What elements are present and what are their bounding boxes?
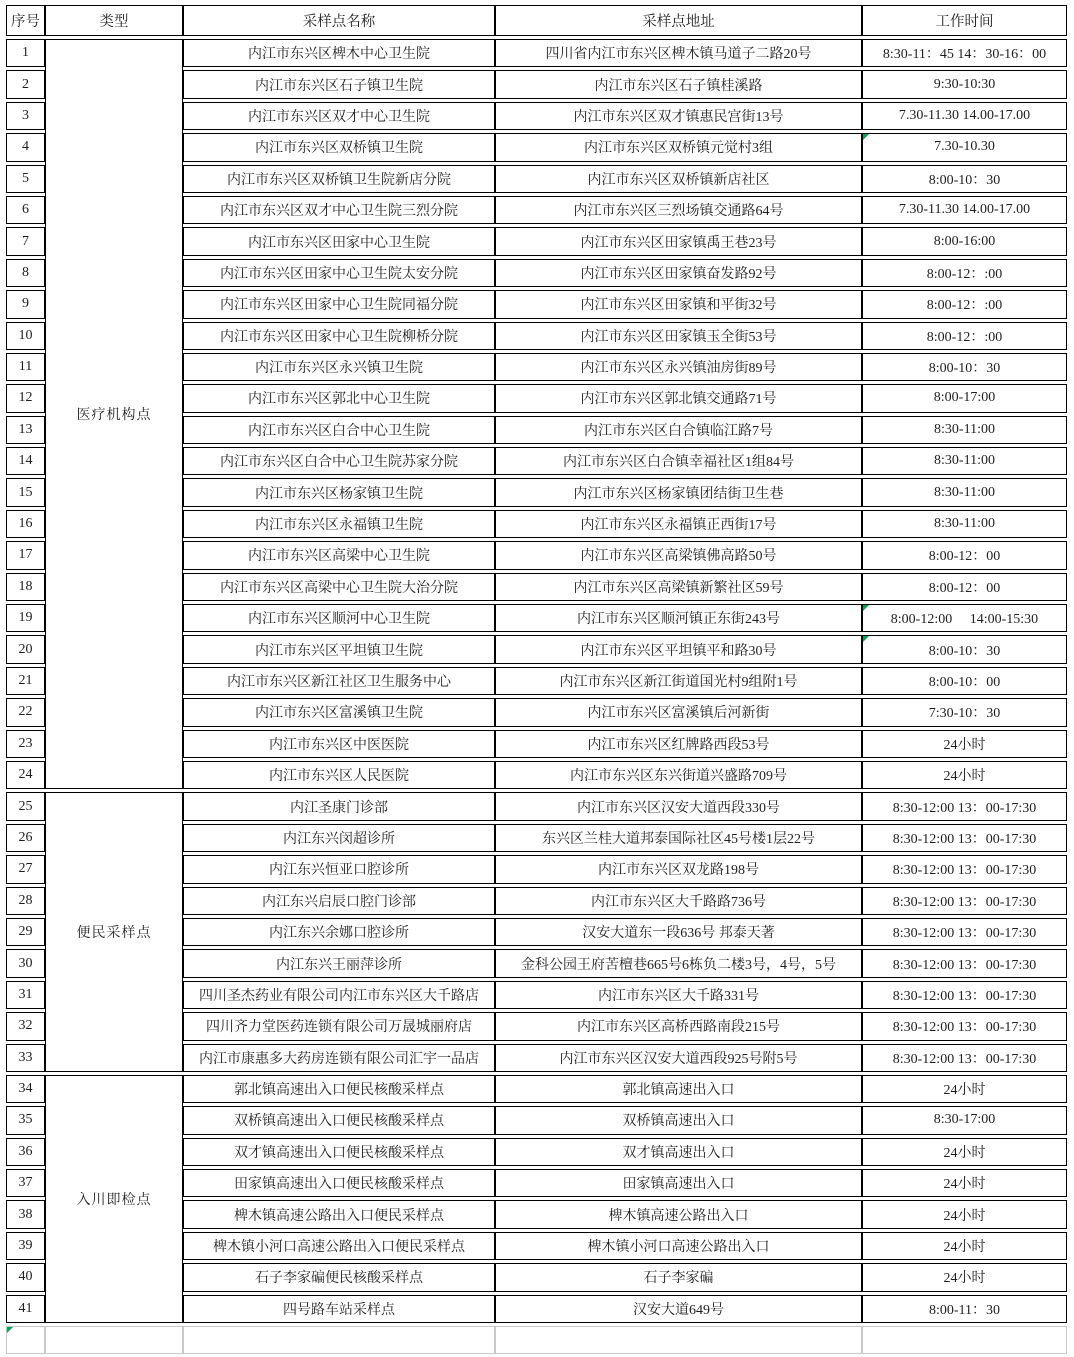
cell-name: 内江市东兴区石子镇卫生院: [183, 70, 495, 98]
cell-time: 8:00-16:00: [862, 227, 1067, 255]
cell-name: 内江市康惠多大药房连锁有限公司汇宇一品店: [183, 1044, 495, 1072]
cell-time: 8:00-12：:00: [862, 290, 1067, 318]
cell-serial: 3: [6, 102, 45, 130]
cell-name: 内江市东兴区双桥镇卫生院: [183, 133, 495, 161]
cell-serial: 1: [6, 39, 45, 67]
cell-name: 四川圣杰药业有限公司内江市东兴区大千路店: [183, 981, 495, 1009]
cell-address: 内江市东兴区双桥镇元觉村3组: [495, 133, 862, 161]
cell-serial: 28: [6, 887, 45, 915]
cell-time: 24小时: [862, 1169, 1067, 1197]
cell-serial: 17: [6, 541, 45, 569]
cell-name: 椑木镇高速公路出入口便民采样点: [183, 1200, 495, 1228]
cell-address: 内江市东兴区永兴镇油房街89号: [495, 353, 862, 381]
cell-serial: 8: [6, 259, 45, 287]
cell-serial: 15: [6, 478, 45, 506]
cell-time: 24小时: [862, 1138, 1067, 1166]
cell-serial: 29: [6, 918, 45, 946]
cell-time: 24小时: [862, 1200, 1067, 1228]
cell-address: 内江市东兴区白合镇幸福社区1组84号: [495, 447, 862, 475]
cell-address: 内江市东兴区汉安大道西段925号附5号: [495, 1044, 862, 1072]
cell-address: 内江市东兴区双龙路198号: [495, 855, 862, 883]
cell-time: 8:00-10：00: [862, 667, 1067, 695]
cell-serial: 4: [6, 133, 45, 161]
cell-time: 24小时: [862, 1075, 1067, 1103]
cell-serial: 13: [6, 416, 45, 444]
cell-serial: 25: [6, 792, 45, 820]
cell-name: 内江市东兴区椑木中心卫生院: [183, 39, 495, 67]
cell-name: 田家镇高速出入口便民核酸采样点: [183, 1169, 495, 1197]
cell-address: 汉安大道东一段636号 邦泰天著: [495, 918, 862, 946]
cell-name: 内江市东兴区白合中心卫生院: [183, 416, 495, 444]
cell-time: 24小时: [862, 1232, 1067, 1260]
cell-name: [183, 1326, 495, 1354]
table-row: [6, 792, 1067, 820]
cell-address: 内江市东兴区高梁镇佛高路50号: [495, 541, 862, 569]
cell-name: 双才镇高速出入口便民核酸采样点: [183, 1138, 495, 1166]
cell-serial: 27: [6, 855, 45, 883]
error-flag-icon: [7, 1327, 13, 1333]
cell-serial: 31: [6, 981, 45, 1009]
cell-name: 内江市东兴区田家中心卫生院太安分院: [183, 259, 495, 287]
cell-address: 内江市东兴区平坦镇平和路30号: [495, 635, 862, 663]
cell-serial: 7: [6, 227, 45, 255]
cell-name: 内江市东兴区人民医院: [183, 761, 495, 789]
cell-time: 8:30-12:00 13：00-17:30: [862, 949, 1067, 977]
cell-time: 8:00-10：30: [862, 635, 1067, 663]
cell-address: 内江市东兴区双才镇惠民宫街13号: [495, 102, 862, 130]
cell-address: 内江市东兴区双桥镇新店社区: [495, 165, 862, 193]
cell-time: 8:00-11：30: [862, 1295, 1067, 1323]
cell-address: 内江市东兴区新江街道国光村9组附1号: [495, 667, 862, 695]
cell-serial: 38: [6, 1200, 45, 1228]
cell-time: 8:00-12：:00: [862, 259, 1067, 287]
cell-address: 田家镇高速出入口: [495, 1169, 862, 1197]
cell-address: 内江市东兴区大千路路736号: [495, 887, 862, 915]
cell-address: 内江市东兴区郭北镇交通路71号: [495, 384, 862, 412]
cell-time: 8:30-11:00: [862, 478, 1067, 506]
cell-time: 8:30-11：45 14：30-16：00: [862, 39, 1067, 67]
cell-type: [45, 1326, 183, 1354]
cell-time: 8:30-11:00: [862, 447, 1067, 475]
cell-address: 椑木镇小河口高速公路出入口: [495, 1232, 862, 1260]
cell-name: 内江市东兴区高梁中心卫生院: [183, 541, 495, 569]
cell-time: 8:30-11:00: [862, 416, 1067, 444]
cell-address: 东兴区兰桂大道邦泰国际社区45号楼1层22号: [495, 824, 862, 852]
cell-serial: 2: [6, 70, 45, 98]
col-header-time: 工作时间: [862, 5, 1067, 36]
cell-address: 双才镇高速出入口: [495, 1138, 862, 1166]
cell-time: 8:30-12:00 13：00-17:30: [862, 1012, 1067, 1040]
empty-row: [6, 1326, 1067, 1354]
cell-time: 8:30-12:00 13：00-17:30: [862, 981, 1067, 1009]
cell-serial: 5: [6, 165, 45, 193]
cell-serial: 30: [6, 949, 45, 977]
cell-time: 24小时: [862, 761, 1067, 789]
cell-address: 内江市东兴区汉安大道西段330号: [495, 792, 862, 820]
cell-serial: 24: [6, 761, 45, 789]
cell-time: 8:00-12:00 14:00-15:30: [862, 604, 1067, 632]
cell-serial: 20: [6, 635, 45, 663]
cell-name: 内江东兴恒亚口腔诊所: [183, 855, 495, 883]
col-header-type: 类型: [45, 5, 183, 36]
cell-serial: [6, 1326, 45, 1354]
cell-address: 内江市东兴区顺河镇正东街243号: [495, 604, 862, 632]
cell-time: 8:30-12:00 13：00-17:30: [862, 1044, 1067, 1072]
cell-address: 内江市东兴区高梁镇新繁社区59号: [495, 573, 862, 601]
cell-time: 8:00-12：00: [862, 541, 1067, 569]
cell-time: 8:00-17:00: [862, 384, 1067, 412]
cell-time: 7.30-11.30 14.00-17.00: [862, 196, 1067, 224]
cell-serial: 11: [6, 353, 45, 381]
cell-address: 椑木镇高速公路出入口: [495, 1200, 862, 1228]
cell-address: 内江市东兴区田家镇和平街32号: [495, 290, 862, 318]
cell-name: 内江市东兴区田家中心卫生院同福分院: [183, 290, 495, 318]
cell-name: 内江市东兴区杨家镇卫生院: [183, 478, 495, 506]
cell-serial: 10: [6, 322, 45, 350]
cell-address: 双桥镇高速出入口: [495, 1106, 862, 1134]
cell-address: 内江市东兴区富溪镇后河新街: [495, 698, 862, 726]
cell-serial: 18: [6, 573, 45, 601]
cell-name: 内江市东兴区新江社区卫生服务中心: [183, 667, 495, 695]
cell-time: 8:30-12:00 13：00-17:30: [862, 855, 1067, 883]
cell-address: 汉安大道649号: [495, 1295, 862, 1323]
cell-time: 8:00-12：:00: [862, 322, 1067, 350]
cell-serial: 12: [6, 384, 45, 412]
cell-address: 内江市东兴区东兴街道兴盛路709号: [495, 761, 862, 789]
cell-serial: 9: [6, 290, 45, 318]
table-row: [6, 39, 1067, 67]
cell-name: 内江市东兴区永兴镇卫生院: [183, 353, 495, 381]
cell-address: 金科公园王府苦檀巷665号6栋负二楼3号，4号，5号: [495, 949, 862, 977]
cell-name: 郭北镇高速出入口便民核酸采样点: [183, 1075, 495, 1103]
cell-name: 石子李家碥便民核酸采样点: [183, 1263, 495, 1291]
cell-serial: 41: [6, 1295, 45, 1323]
cell-name: 内江市东兴区平坦镇卫生院: [183, 635, 495, 663]
cell-time: 8:00-10：30: [862, 353, 1067, 381]
cell-address: 内江市东兴区白合镇临江路7号: [495, 416, 862, 444]
cell-address: 内江市东兴区田家镇玉全街53号: [495, 322, 862, 350]
cell-name: 内江市东兴区田家中心卫生院: [183, 227, 495, 255]
col-header-serial: 序号: [6, 5, 45, 36]
cell-name: 内江市东兴区永福镇卫生院: [183, 510, 495, 538]
cell-address: [495, 1326, 862, 1354]
cell-address: 内江市东兴区石子镇桂溪路: [495, 70, 862, 98]
cell-name: 内江市东兴区双才中心卫生院: [183, 102, 495, 130]
sampling-points-table: [6, 2, 1067, 1357]
cell-serial: 22: [6, 698, 45, 726]
cell-time: 8:00-10：30: [862, 165, 1067, 193]
cell-name: 内江市东兴区顺河中心卫生院: [183, 604, 495, 632]
error-flag-icon: [863, 636, 869, 642]
cell-name: 内江市东兴区富溪镇卫生院: [183, 698, 495, 726]
cell-address: 内江市东兴区红牌路西段53号: [495, 730, 862, 758]
cell-time: 8:30-12:00 13：00-17:30: [862, 824, 1067, 852]
cell-address: 内江市东兴区大千路331号: [495, 981, 862, 1009]
cell-name: 内江东兴余娜口腔诊所: [183, 918, 495, 946]
cell-name: 内江市东兴区田家中心卫生院柳桥分院: [183, 322, 495, 350]
col-header-address: 采样点地址: [495, 5, 862, 36]
cell-serial: 33: [6, 1044, 45, 1072]
cell-address: 郭北镇高速出入口: [495, 1075, 862, 1103]
cell-name: 内江市东兴区双桥镇卫生院新店分院: [183, 165, 495, 193]
cell-serial: 23: [6, 730, 45, 758]
cell-time: 8:30-11:00: [862, 510, 1067, 538]
cell-name: 内江市东兴区高梁中心卫生院大治分院: [183, 573, 495, 601]
cell-serial: 6: [6, 196, 45, 224]
cell-time: 8:00-12：00: [862, 573, 1067, 601]
cell-serial: 26: [6, 824, 45, 852]
cell-address: 石子李家碥: [495, 1263, 862, 1291]
cell-name: 双桥镇高速出入口便民核酸采样点: [183, 1106, 495, 1134]
cell-serial: 16: [6, 510, 45, 538]
cell-name: 内江东兴王丽萍诊所: [183, 949, 495, 977]
cell-time: [862, 1326, 1067, 1354]
cell-time: 7.30-11.30 14.00-17.00: [862, 102, 1067, 130]
cell-serial: 21: [6, 667, 45, 695]
cell-address: 内江市东兴区三烈场镇交通路64号: [495, 196, 862, 224]
cell-name: 内江市东兴区中医医院: [183, 730, 495, 758]
cell-time: 9:30-10:30: [862, 70, 1067, 98]
cell-name: 内江圣康门诊部: [183, 792, 495, 820]
cell-serial: 32: [6, 1012, 45, 1040]
table-row: [6, 1075, 1067, 1103]
cell-name: 内江东兴闵超诊所: [183, 824, 495, 852]
cell-time: 24小时: [862, 1263, 1067, 1291]
cell-time: 8:30-12:00 13：00-17:30: [862, 918, 1067, 946]
cell-serial: 40: [6, 1263, 45, 1291]
error-flag-icon: [863, 134, 869, 140]
cell-name: 内江东兴启辰口腔门诊部: [183, 887, 495, 915]
cell-time: 24小时: [862, 730, 1067, 758]
cell-time: 7:30-10：30: [862, 698, 1067, 726]
cell-name: 四号路车站采样点: [183, 1295, 495, 1323]
cell-address: 内江市东兴区高桥西路南段215号: [495, 1012, 862, 1040]
cell-time: 7.30-10.30: [862, 133, 1067, 161]
cell-address: 内江市东兴区永福镇正西街17号: [495, 510, 862, 538]
cell-address: 内江市东兴区田家镇奋发路92号: [495, 259, 862, 287]
cell-address: 四川省内江市东兴区椑木镇马道子二路20号: [495, 39, 862, 67]
sampling-points-page: [0, 2, 1074, 1318]
cell-name: 椑木镇小河口高速公路出入口便民采样点: [183, 1232, 495, 1260]
cell-name: 内江市东兴区双才中心卫生院三烈分院: [183, 196, 495, 224]
cell-serial: 19: [6, 604, 45, 632]
cell-address: 内江市东兴区杨家镇团结街卫生巷: [495, 478, 862, 506]
cell-name: 内江市东兴区白合中心卫生院苏家分院: [183, 447, 495, 475]
cell-name: 四川齐力堂医药连锁有限公司万晟城丽府店: [183, 1012, 495, 1040]
cell-serial: 39: [6, 1232, 45, 1260]
cell-type: 入川即检点: [45, 1075, 183, 1323]
cell-serial: 35: [6, 1106, 45, 1134]
cell-type: 便民采样点: [45, 792, 183, 1072]
cell-time: 8:30-12:00 13：00-17:30: [862, 887, 1067, 915]
cell-type: 医疗机构点: [45, 39, 183, 789]
col-header-name: 采样点名称: [183, 5, 495, 36]
header-row: [6, 5, 1067, 36]
cell-serial: 34: [6, 1075, 45, 1103]
cell-serial: 36: [6, 1138, 45, 1166]
cell-time: 8:30-17:00: [862, 1106, 1067, 1134]
cell-serial: 37: [6, 1169, 45, 1197]
error-flag-icon: [863, 605, 869, 611]
cell-serial: 14: [6, 447, 45, 475]
cell-address: 内江市东兴区田家镇禹王巷23号: [495, 227, 862, 255]
cell-name: 内江市东兴区郭北中心卫生院: [183, 384, 495, 412]
cell-time: 8:30-12:00 13：00-17:30: [862, 792, 1067, 820]
